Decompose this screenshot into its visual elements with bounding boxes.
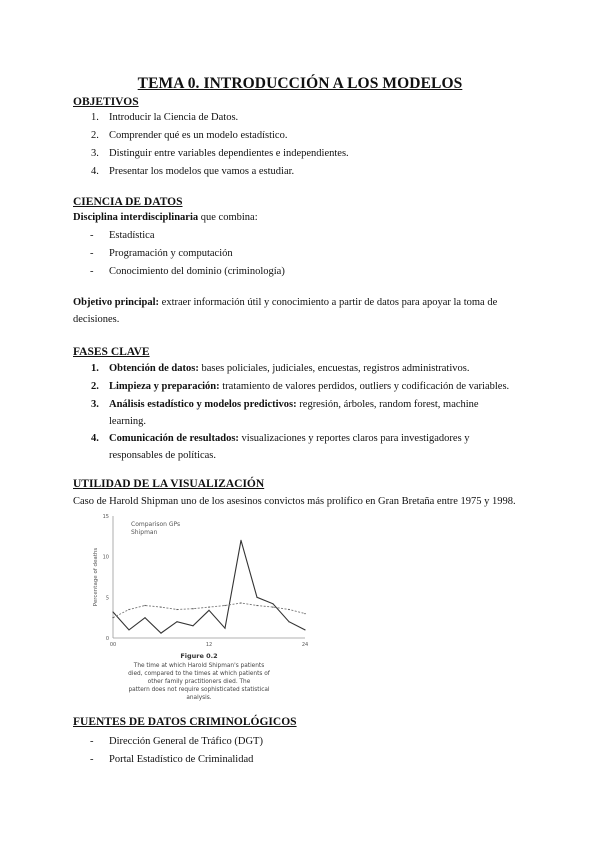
list-number: 3. [91,399,99,410]
list-number: 2. [91,381,99,392]
list-dash: - [90,266,94,277]
list-number: 3. [91,148,99,159]
data-point [176,609,177,610]
y-tick-label: 5 [105,595,109,602]
legend-entry: Comparison GPs [131,521,181,528]
y-tick-label: 0 [105,636,109,642]
ciencia-intro [73,209,258,226]
list-dash: - [90,736,94,747]
figure-caption-title: Figure 0.2 [180,652,218,660]
data-point [192,608,193,609]
list-dash: - [90,754,94,765]
data-point [272,606,273,607]
list-item [109,396,479,413]
list-number: 1. [91,112,99,123]
list-dash: - [90,230,94,241]
list-item [109,378,509,395]
data-point [128,609,129,610]
list-item: Programación y computación [109,248,233,259]
fase-bold: Comunicación de resultados: [109,433,239,444]
data-point [160,633,161,634]
y-axis-label: Percentage of deaths [93,547,99,607]
list-item: Distinguir entre variables dependientes e independientes. [109,148,349,159]
list-item-cont: learning. [109,416,147,427]
list-number: 1. [91,363,99,374]
data-point [240,540,241,541]
list-item: Estadística [109,230,155,241]
fase-text: visualizaciones y reportes claros para investigadores y [238,433,470,444]
fase-bold: Obtención de datos: [109,363,199,374]
data-point [224,628,225,629]
fase-bold: Análisis estadístico y modelos predictivos: [109,399,297,410]
ciencia-intro-rest: que combina: [198,212,258,223]
data-point [192,625,193,626]
data-point [272,603,273,604]
ciencia-intro-bold: Disciplina interdisciplinaria [73,212,199,223]
y-tick-label: 15 [102,514,109,520]
data-point [112,617,113,618]
shipman-figure [83,512,315,708]
data-point [256,597,257,598]
data-point [208,606,209,607]
data-point [304,629,305,630]
fuentes-heading: FUENTES DE DATOS CRIMINOLÓGICOS [73,716,297,728]
figure-caption-line: pattern does not require sophisticated statistical [128,687,270,693]
ciencia-heading: CIENCIA DE DATOS [73,196,183,208]
data-point [112,611,113,612]
figure-caption-line: died, compared to the times at which patients of [128,671,270,677]
data-point [304,613,305,614]
fase-bold: Limpieza y preparación: [109,381,220,392]
figure-caption-line: analysis. [186,695,212,701]
list-item [109,360,469,377]
data-point [224,605,225,606]
list-item: Introducir la Ciencia de Datos. [109,112,239,123]
utilidad-text: Caso de Harold Shipman uno de los asesinos convictos más prolífico en Gran Bretaña entre 1975 y 1998. [73,496,516,507]
list-number: 4. [91,166,99,177]
fase-text: tratamiento de valores perdidos, outliers y codificación de variables. [219,381,510,392]
list-item: Conocimiento del dominio (criminología) [109,266,285,277]
y-tick-label: 10 [102,554,109,561]
utilidad-heading: UTILIDAD DE LA VISUALIZACIÓN [73,478,265,490]
list-number: 4. [91,433,99,444]
figure-caption-line: other family practitioners died. The [147,679,251,685]
objetivo-principal [73,294,497,311]
x-tick-label: 12 [205,642,213,648]
objetivos-heading: OBJETIVOS [73,96,139,108]
list-item: Dirección General de Tráfico (DGT) [109,736,263,747]
data-point [176,621,177,622]
series-line-shipman [113,540,305,633]
data-point [144,605,145,606]
data-point [288,621,289,622]
page-title: TEMA 0. INTRODUCCIÓN A LOS MODELOS [137,75,463,92]
fases-heading: FASES CLAVE [73,346,150,358]
list-item: Presentar los modelos que vamos a estudiar. [109,166,295,177]
data-point [288,609,289,610]
objetivo-principal-text: extraer información útil y conocimiento a partir de datos para apoyar la toma de [159,297,498,308]
list-number: 2. [91,130,99,141]
list-item [109,430,470,447]
x-tick-label: 24 [301,642,309,648]
fase-text: regresión, árboles, random forest, machine [296,399,479,410]
data-point [144,617,145,618]
list-item: Comprender qué es un modelo estadístico. [109,130,288,141]
data-point [256,605,257,606]
objetivo-principal-bold: Objetivo principal: [73,297,160,308]
list-item-cont: responsables de políticas. [109,450,217,461]
shipman-chart [83,512,315,708]
legend-entry: Shipman [131,529,158,536]
data-point [160,606,161,607]
x-tick-label: 00 [109,642,117,648]
list-dash: - [90,248,94,259]
figure-caption-line: The time at which Harold Shipman's patients [133,663,265,669]
objetivo-principal-cont: decisiones. [73,314,120,325]
list-item: Portal Estadístico de Criminalidad [109,754,254,765]
data-point [240,602,241,603]
data-point [208,610,209,611]
data-point [128,629,129,630]
fase-text: bases policiales, judiciales, encuestas, registros administrativos. [198,363,470,374]
